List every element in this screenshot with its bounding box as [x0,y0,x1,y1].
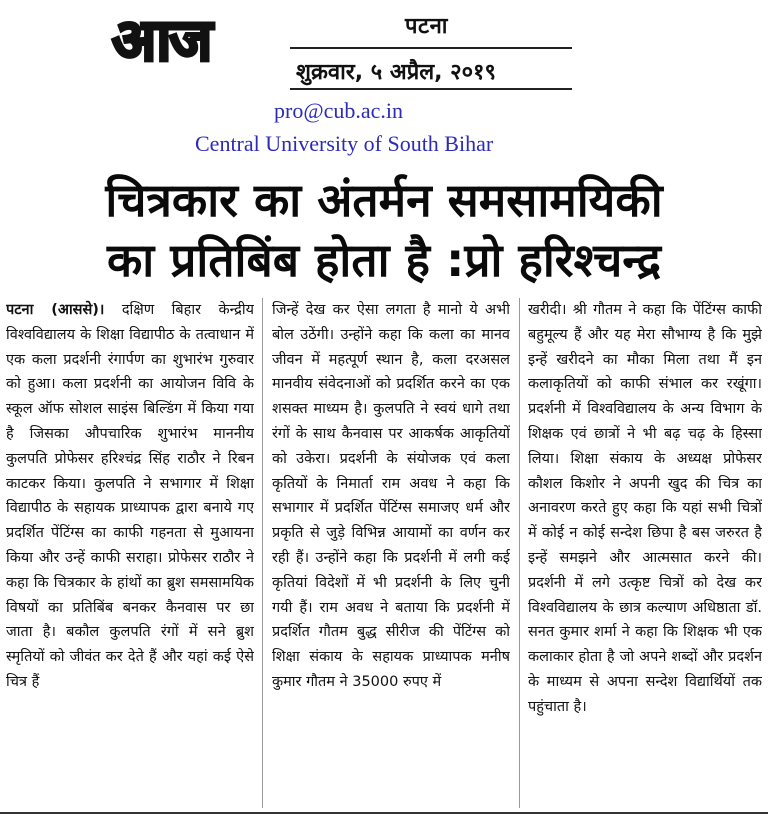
article-column-2 [272,298,510,806]
column-divider [519,298,520,808]
article-dateline: पटना (आससे)। [6,302,105,318]
university-name: Central University of South Bihar [195,131,494,156]
headline-line-1: चित्रकार का अंतर्मन समसामयिकी [105,173,663,227]
masthead-divider-bottom [290,88,572,90]
newspaper-logo [108,8,248,70]
logo-text: आज [112,8,211,70]
edition-date: शुक्रवार, ५ अप्रैल, २०१९ [296,60,496,85]
edition-city: पटना [405,14,448,39]
article-column-3-text: खरीदी। श्री गौतम ने कहा कि पेंटिंग्स काफी बहुमूल्य हैं और यह मेरा सौभाग्य है कि मुझे इन्हें खरीदने का मौका मिला तथा मैं इन कलाकृतियों को काफी संभाल कर रखूंगा। प्रदर्शनी में विश्वविद्यालय के अन्य विभाग के शिक्षक एवं छात्रों ने भी बढ़ चढ़ के हिस्सा लिया। शिक्षा संकाय के अध्यक्ष प्रोफेसर कौशल किशोर ने अपनी खुद की चित्र का अनावरण करते हुए कहा कि यहां सभी चित्रों में कोई न कोई सन्देश छिपा है बस जरुरत है इन्हें समझने और आत्मसात करने की। प्रदर्शनी में लगे उत्कृष्ट चित्रों को देख कर विश्वविद्यालय के छात्र कल्याण अधिष्ठाता डॉ. सनत कुमार शर्मा ने कहा कि शिक्षक भी एक कलाकार होता है जो अपने शब्दों और प्रदर्शन के माध्यम से अपना सन्देश विद्यार्थियों तक पहुंचाता है। [528,302,762,715]
article-column-3 [528,298,762,806]
article-column-1-text: दक्षिण बिहार केन्द्रीय विश्वविद्यालय के शिक्षा विद्यापीठ के तत्वाधान में एक कला प्रदर्शनी रंगार्पण का शुभारंभ गुरुवार को हुआ। कला प्रदर्शनी का आयोजन विवि के स्कूल ऑफ सोशल साइंस बिल्डिंग में किया गया है जिसका औपचारिक शुभारंभ माननीय कुलपति प्रोफेसर हरिश्चंद्र सिंह राठौर ने रिबन काटकर किया। कुलपति ने सभागार में शिक्षा विद्यापीठ के सहायक प्राध्यापक द्वारा बनाये गए प्रदर्शित पेंटिंग्स का काफी गहनता से मुआयना किया और उन्हें काफी सराहा। प्रोफेसर राठौर ने कहा कि चित्रकार के हांथों का ब्रुश समसामयिक विषयों का प्रतिबिंब बनकर कैनवास पर छा जाता है। बकौल कुलपति रंगों में सने ब्रुश स्मृतियों को जीवंत कर देते हैं और यहां कई ऐसे चित्र हैं [6,302,254,690]
article-body [0,298,768,808]
page-bottom-rule [0,812,768,814]
headline-line-2: का प्रतिबिंब होता है :प्रो हरिश्चन्द्र [106,233,661,287]
column-divider [262,298,263,808]
aaj-logo-icon [108,8,248,70]
article-column-2-text: जिन्हें देख कर ऐसा लगता है मानो ये अभी बोल उठेंगी। उन्होंने कहा कि कला का मानव जीवन में महत्पूर्ण स्थान है, कला दरअसल मानवीय संवेदनाओं को प्रदर्शित करने का एक शसक्त माध्यम है। कुलपति ने स्वयं धागे तथा रंगों के साथ कैनवास पर आकर्षक आकृतियों को उकेरा। प्रदर्शनी के संयोजक एवं कला कृतियों के निमार्ता राम अवध ने कहा कि सभागार में प्रदर्शित पेंटिंग्स समाजए धर्म और प्रकृति से जुड़े विभिन्न आयामों का वर्णन कर रही हैं। उन्होंने कहा कि प्रदर्शनी में लगी कई कृतियां विदेशों में भी प्रदर्शनी के लिए चुनी गयी हैं। राम अवध ने बताया कि प्रदर्शनी में प्रदर्शित गौतम बुद्ध सीरीज की पेंटिंग्स को शिक्षा संकाय के सहायक प्राध्यापक मनीष कुमार गौतम ने 35000 रुपए में [272,302,510,690]
article-column-1 [6,298,254,806]
masthead-divider-top [290,47,572,49]
contact-email: pro@cub.ac.in [274,98,403,123]
